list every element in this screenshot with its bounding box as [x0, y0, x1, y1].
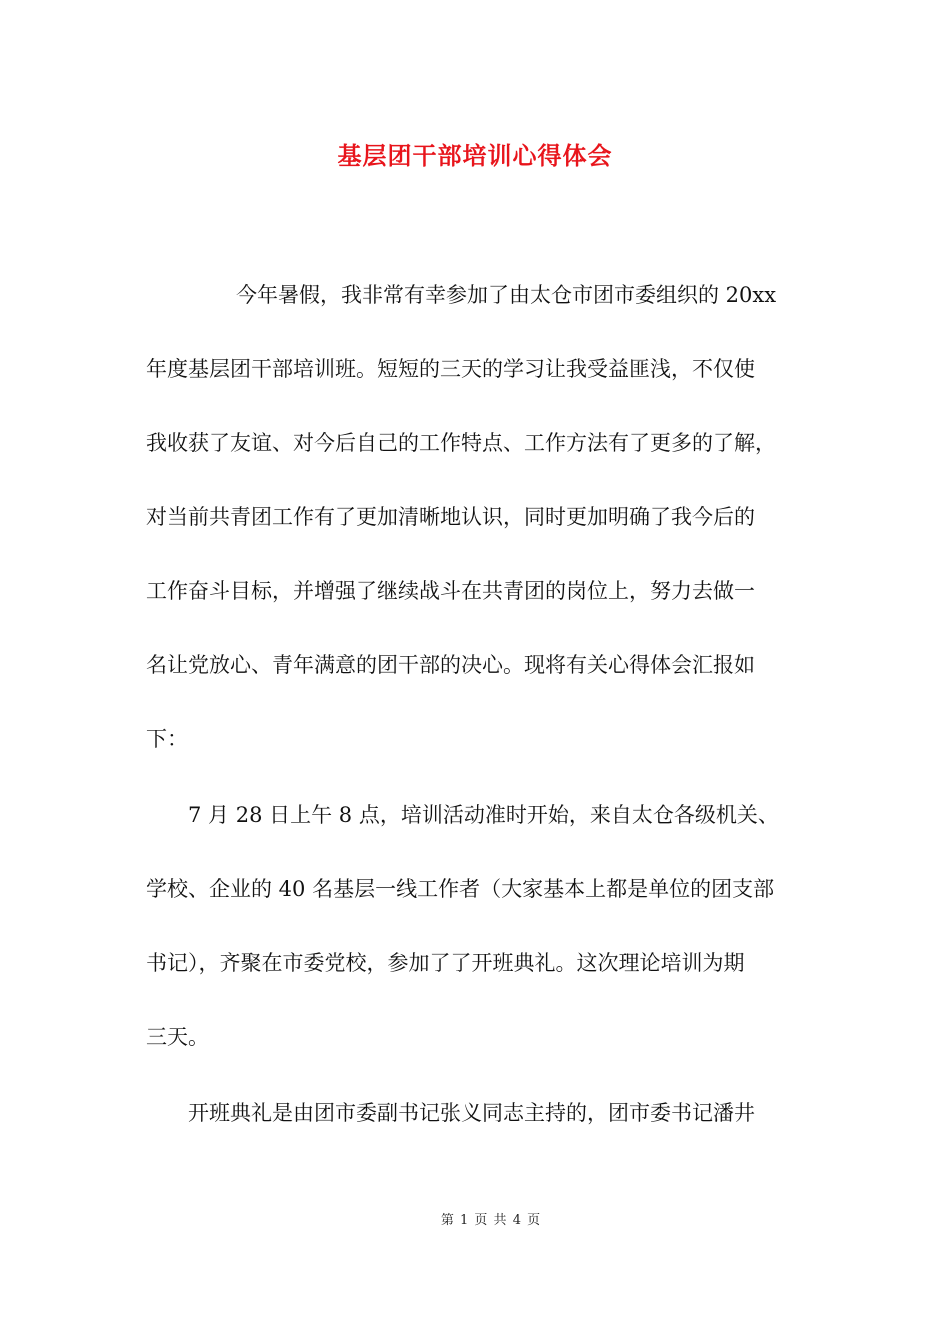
- paragraph-line: 今年暑假，我非常有幸参加了由太仓市团市委组织的 20xx: [236, 283, 777, 307]
- paragraph-line: 学校、企业的 40 名基层一线工作者（大家基本上都是单位的团支部: [146, 877, 775, 901]
- paragraph-line: 名让党放心、青年满意的团干部的决心。现将有关心得体会汇报如: [146, 653, 755, 677]
- paragraph-line: 书记），齐聚在市委党校，参加了了开班典礼。这次理论培训为期: [146, 951, 745, 975]
- paragraph-line: 三天。: [146, 1025, 209, 1049]
- paragraph-line: 下：: [146, 727, 188, 751]
- document-title: 基层团干部培训心得体会: [337, 141, 613, 170]
- paragraph-line: 7 月 28 日上午 8 点，培训活动准时开始，来自太仓各级机关、: [188, 803, 779, 827]
- paragraph-line: 开班典礼是由团市委副书记张义同志主持的，团市委书记潘井: [188, 1101, 755, 1125]
- paragraph-line: 年度基层团干部培训班。短短的三天的学习让我受益匪浅，不仅使: [146, 357, 755, 381]
- paragraph-line: 工作奋斗目标，并增强了继续战斗在共青团的岗位上，努力去做一: [146, 579, 755, 603]
- paragraph-line: 对当前共青团工作有了更加清晰地认识，同时更加明确了我今后的: [146, 505, 755, 529]
- paragraph-line: 我收获了友谊、对今后自己的工作特点、工作方法有了更多的了解，: [146, 431, 776, 455]
- page-number-footer: 第 1 页 共 4 页: [440, 1213, 542, 1228]
